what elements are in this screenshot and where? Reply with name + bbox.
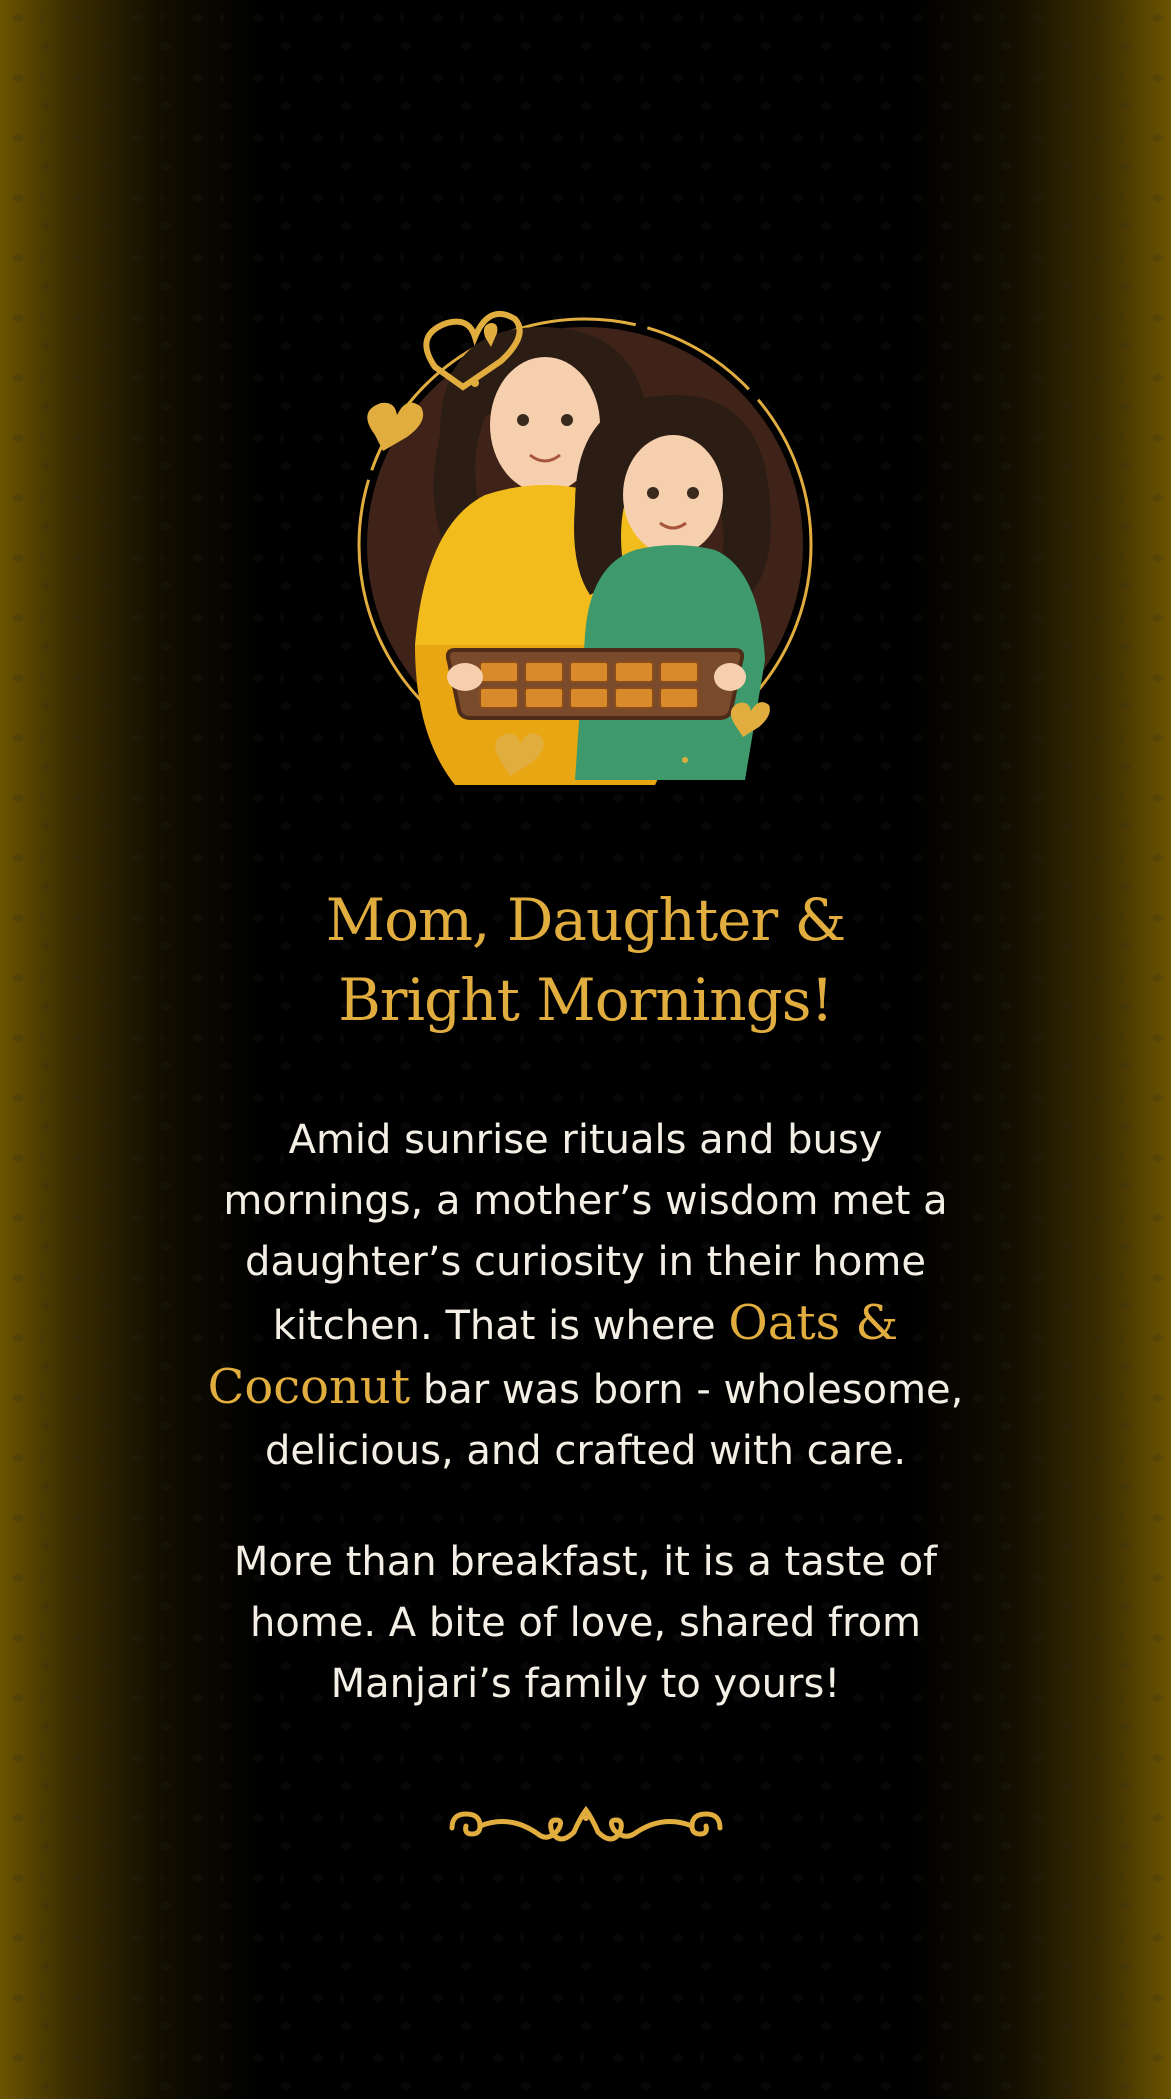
story-line: More than breakfast, it is a taste of: [233, 1539, 938, 1585]
ornamental-flourish-icon: [438, 1800, 734, 1850]
product-name-part-1: Oats &: [728, 1295, 899, 1351]
page-title: [0, 880, 1171, 1040]
story-text: bar was born - wholesome,: [410, 1367, 964, 1413]
story-line: mornings, a mother’s wisdom met a: [223, 1178, 948, 1224]
story-text: kitchen. That is where: [272, 1303, 729, 1349]
story-line: Manjari’s family to yours!: [330, 1661, 841, 1707]
story-paragraph-2: [200, 1532, 971, 1715]
product-name-part-2: Coconut: [207, 1359, 411, 1415]
story-line: [200, 1357, 971, 1421]
story-line: home. A bite of love, shared from: [249, 1600, 922, 1646]
story-paragraph-1: [200, 1110, 971, 1482]
story-line: Amid sunrise rituals and busy: [288, 1117, 883, 1163]
story-line: daughter’s curiosity in their home: [245, 1239, 926, 1285]
title-line-2: Bright Mornings!: [338, 966, 833, 1034]
story-line: [200, 1293, 971, 1357]
title-line-1: Mom, Daughter &: [325, 886, 846, 954]
mother-daughter-illustration: [355, 305, 815, 795]
story-line: delicious, and crafted with care.: [264, 1428, 907, 1474]
